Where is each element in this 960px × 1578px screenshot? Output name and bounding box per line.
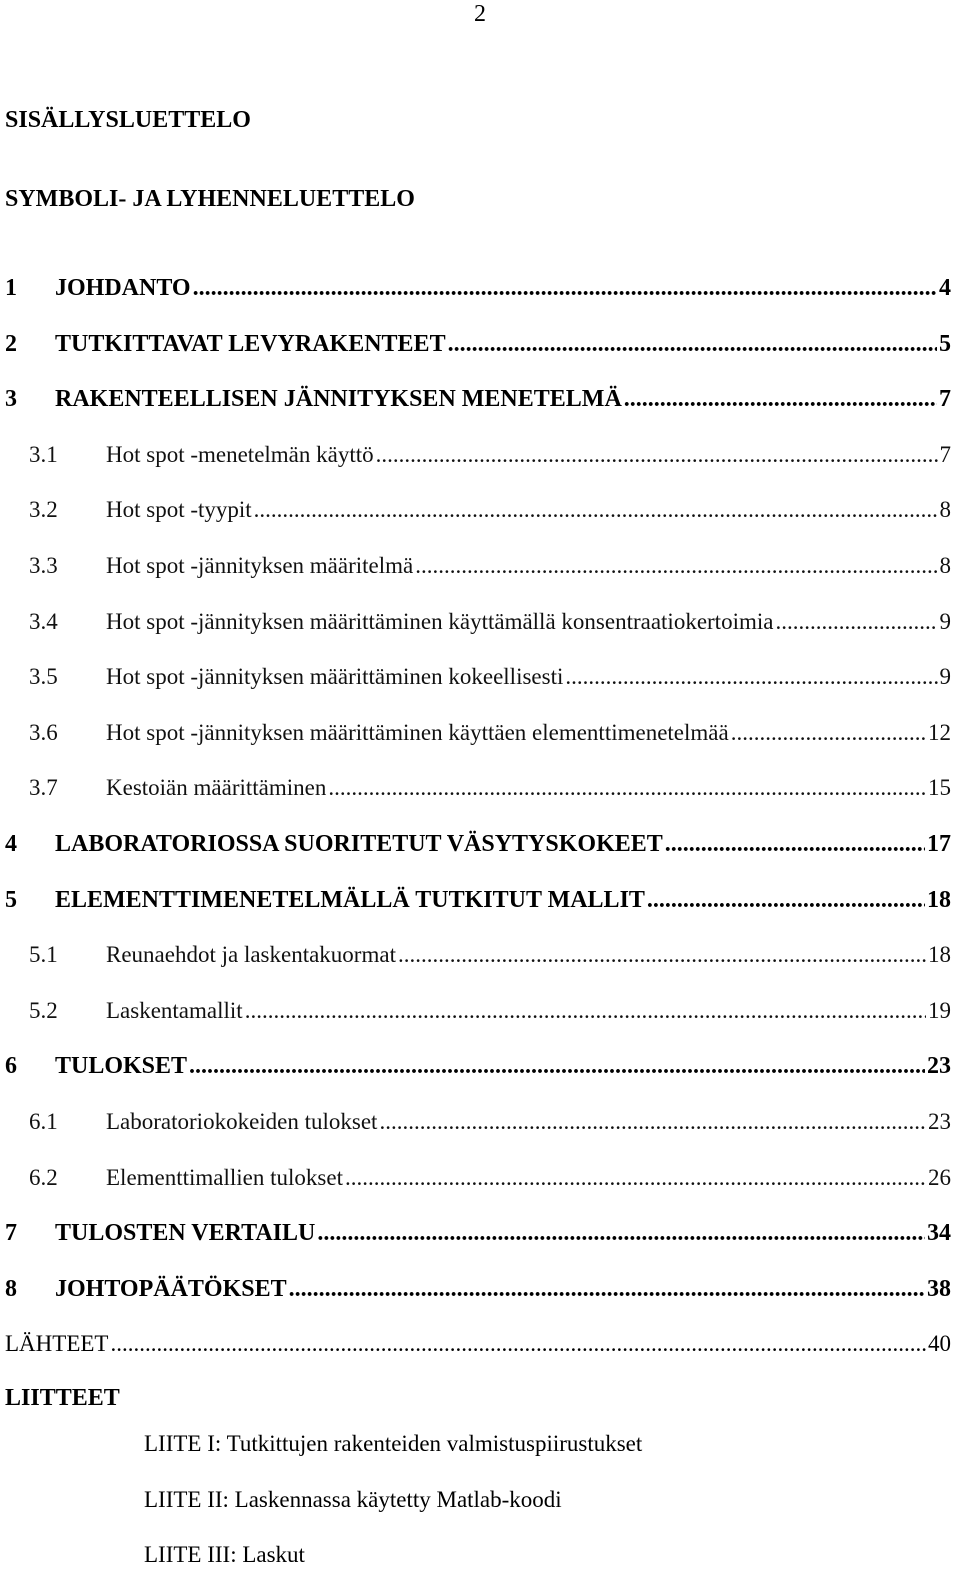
toc-entry-number: 7 — [5, 1220, 17, 1246]
appendix-item: LIITE III: Laskut — [144, 1542, 305, 1567]
toc-entry[interactable] — [5, 1108, 951, 1136]
dot-leader — [376, 441, 938, 469]
dot-leader — [193, 274, 937, 302]
toc-entry-title: TULOKSET — [55, 1053, 188, 1079]
toc-entry-number: 1 — [5, 275, 17, 301]
appendices-heading: LIITTEET — [5, 1385, 120, 1411]
toc-entry-title: LABORATORIOSSA SUORITETUT VÄSYTYSKOKEET — [55, 831, 663, 857]
toc-entry-number: 8 — [5, 1276, 17, 1302]
dot-leader — [328, 774, 926, 802]
toc-entry-page: 17 — [927, 831, 951, 857]
toc-entry-page: 7 — [939, 386, 951, 412]
toc-entry-title: LÄHTEET — [5, 1331, 109, 1356]
toc-entry-page: 9 — [939, 664, 951, 689]
appendix-item: LIITE I: Tutkittujen rakenteiden valmistuspiirustukset — [144, 1431, 643, 1456]
toc-entry-title: Hot spot -jännityksen määrittäminen käyttäen elementtimenetelmää — [106, 720, 729, 745]
toc-entry[interactable] — [5, 608, 951, 636]
contents-heading: SISÄLLYSLUETTELO — [5, 107, 251, 133]
toc-entry[interactable] — [5, 830, 951, 858]
toc-entry-number: 6.2 — [29, 1165, 58, 1190]
toc-entry-number: 6.1 — [29, 1109, 58, 1134]
toc-entry-page: 40 — [928, 1331, 951, 1356]
toc-entry-title: TUTKITTAVAT LEVYRAKENTEET — [55, 331, 446, 357]
toc-entry[interactable] — [5, 385, 951, 413]
toc-entry[interactable] — [5, 441, 951, 469]
dot-leader — [254, 496, 938, 524]
dot-leader — [775, 608, 937, 636]
toc-entry[interactable] — [5, 1219, 951, 1247]
toc-entry[interactable] — [5, 774, 951, 802]
toc-entry-title: Hot spot -menetelmän käyttö — [106, 442, 374, 467]
dot-leader — [398, 941, 926, 969]
toc-entry-page: 8 — [939, 553, 951, 578]
toc-entry[interactable] — [5, 719, 951, 747]
dot-leader — [647, 886, 925, 914]
toc-entry-title: Laboratoriokokeiden tulokset — [106, 1109, 378, 1134]
toc-entry-page: 5 — [939, 331, 951, 357]
dot-leader — [665, 830, 925, 858]
dot-leader — [110, 1330, 926, 1358]
toc-entry-title: JOHDANTO — [55, 275, 191, 301]
toc-entry-number: 3.2 — [29, 497, 58, 522]
dot-leader — [448, 330, 937, 358]
toc-entry-number: 5 — [5, 887, 17, 913]
toc-entry-number: 3 — [5, 386, 17, 412]
toc-entry[interactable] — [5, 496, 951, 524]
toc-entry-number: 3.3 — [29, 553, 58, 578]
toc-entry[interactable] — [5, 552, 951, 580]
toc-entry-page: 4 — [939, 275, 951, 301]
toc-entry[interactable] — [5, 274, 951, 302]
toc-entry-number: 2 — [5, 331, 17, 357]
dot-leader — [245, 997, 926, 1025]
toc-entry-number: 6 — [5, 1053, 17, 1079]
toc-entry[interactable] — [5, 663, 951, 691]
toc-entry-title: Hot spot -jännityksen määrittäminen käyttämällä konsentraatiokertoimia — [106, 609, 774, 634]
toc-entry-number: 5.2 — [29, 998, 58, 1023]
toc-entry-page: 15 — [928, 775, 951, 800]
dot-leader — [731, 719, 926, 747]
dot-leader — [565, 663, 937, 691]
toc-entry-title: Hot spot -tyypit — [106, 497, 252, 522]
toc-entry-page: 7 — [939, 442, 951, 467]
dot-leader — [317, 1219, 925, 1247]
toc-entry-page: 9 — [939, 609, 951, 634]
symbols-heading: SYMBOLI- JA LYHENNELUETTELO — [5, 186, 415, 212]
toc-entry[interactable] — [5, 330, 951, 358]
page-number: 2 — [474, 1, 486, 27]
toc-entry[interactable] — [5, 1330, 951, 1358]
toc-entry[interactable] — [5, 1164, 951, 1192]
toc-entry-number: 3.7 — [29, 775, 58, 800]
toc-entry-page: 12 — [928, 720, 951, 745]
toc-entry-number: 3.5 — [29, 664, 58, 689]
toc-entry-title: TULOSTEN VERTAILU — [55, 1220, 316, 1246]
toc-entry-title: Reunaehdot ja laskentakuormat — [106, 942, 396, 967]
toc-entry-title: Kestoiän määrittäminen — [106, 775, 327, 800]
toc-entry-number: 3.1 — [29, 442, 58, 467]
toc-entry-number: 4 — [5, 831, 17, 857]
dot-leader — [415, 552, 937, 580]
toc-entry-title: Hot spot -jännityksen määritelmä — [106, 553, 414, 578]
toc-entry[interactable] — [5, 1052, 951, 1080]
dot-leader — [345, 1164, 926, 1192]
dot-leader — [624, 385, 937, 413]
toc-entry-title: Elementtimallien tulokset — [106, 1165, 343, 1190]
toc-entry-title: Hot spot -jännityksen määrittäminen kokeellisesti — [106, 664, 564, 689]
toc-entry-page: 38 — [927, 1276, 951, 1302]
toc-entry-page: 18 — [928, 942, 951, 967]
dot-leader — [379, 1108, 926, 1136]
toc-entry-number: 5.1 — [29, 942, 58, 967]
toc-entry[interactable] — [5, 1275, 951, 1303]
toc-entry[interactable] — [5, 886, 951, 914]
toc-entry[interactable] — [5, 941, 951, 969]
toc-entry-title: ELEMENTTIMENETELMÄLLÄ TUTKITUT MALLIT — [55, 887, 645, 913]
toc-entry-number: 3.6 — [29, 720, 58, 745]
appendix-item: LIITE II: Laskennassa käytetty Matlab-koodi — [144, 1487, 562, 1512]
toc-entry-title: JOHTOPÄÄTÖKSET — [55, 1276, 287, 1302]
dot-leader — [189, 1052, 925, 1080]
toc-entry-page: 8 — [939, 497, 951, 522]
dot-leader — [289, 1275, 925, 1303]
toc-entry-page: 23 — [927, 1053, 951, 1079]
toc-entry[interactable] — [5, 997, 951, 1025]
toc-entry-page: 34 — [927, 1220, 951, 1246]
toc-entry-page: 26 — [928, 1165, 951, 1190]
toc-entry-title: RAKENTEELLISEN JÄNNITYKSEN MENETELMÄ — [55, 386, 622, 412]
toc-entry-number: 3.4 — [29, 609, 58, 634]
toc-entry-title: Laskentamallit — [106, 998, 243, 1023]
toc-entry-page: 18 — [927, 887, 951, 913]
toc-entry-page: 19 — [928, 998, 951, 1023]
toc-entry-page: 23 — [928, 1109, 951, 1134]
